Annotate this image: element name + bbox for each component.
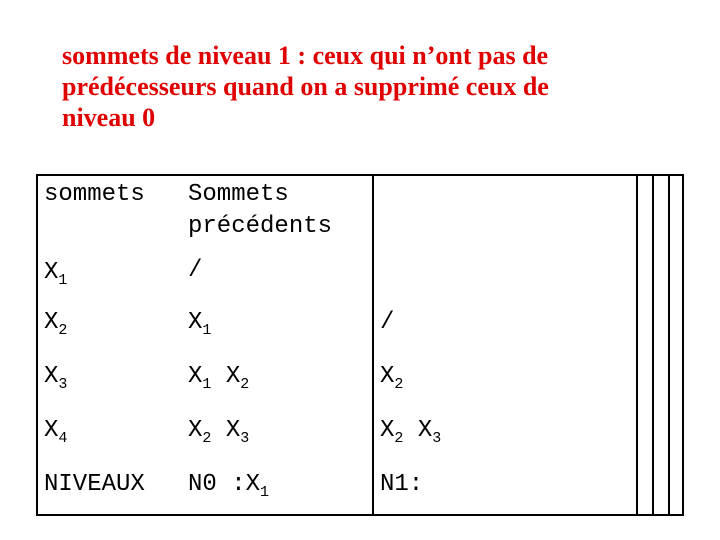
row-2-predecessors: $X_1$ xyxy=(188,309,212,339)
row-2-vertex: $X_2$ xyxy=(44,309,68,339)
row-4-predecessors: $X_2$ $X_3$ xyxy=(188,417,250,447)
row-3-vertex: $X_3$ xyxy=(44,363,68,393)
row-1-predecessors: / xyxy=(188,257,203,284)
title-line-2: prédécesseurs quand on a supprimé ceux de xyxy=(62,72,549,101)
column-divider xyxy=(636,176,638,514)
row-3-level-1: $X_2$ xyxy=(380,363,404,393)
header-sommets-precedents-line1: Sommets xyxy=(188,181,289,208)
row-1-vertex: $X_1$ xyxy=(44,259,68,289)
footer-niveaux: NIVEAUX xyxy=(44,471,145,498)
column-divider xyxy=(668,176,670,514)
header-sommets-precedents-line2: précédents xyxy=(188,213,333,240)
footer-level-0: N0 $:X_1$ xyxy=(188,471,270,501)
footer-level-1: N1: xyxy=(380,471,424,498)
slide-title xyxy=(62,40,702,133)
column-divider xyxy=(652,176,654,514)
levels-table xyxy=(36,174,684,516)
row-3-predecessors: $X_1$ $X_2$ xyxy=(188,363,250,393)
row-4-level-1: $X_2$ $X_3$ xyxy=(380,417,442,447)
title-line-1: sommets de niveau 1 : ceux qui n’ont pas de xyxy=(62,41,549,70)
row-4-vertex: $X_4$ xyxy=(44,417,68,447)
title-line-3: niveau 0 xyxy=(62,103,156,132)
row-2-level-1: / xyxy=(380,309,395,336)
header-sommets: sommets xyxy=(44,181,145,208)
column-divider xyxy=(372,176,374,514)
